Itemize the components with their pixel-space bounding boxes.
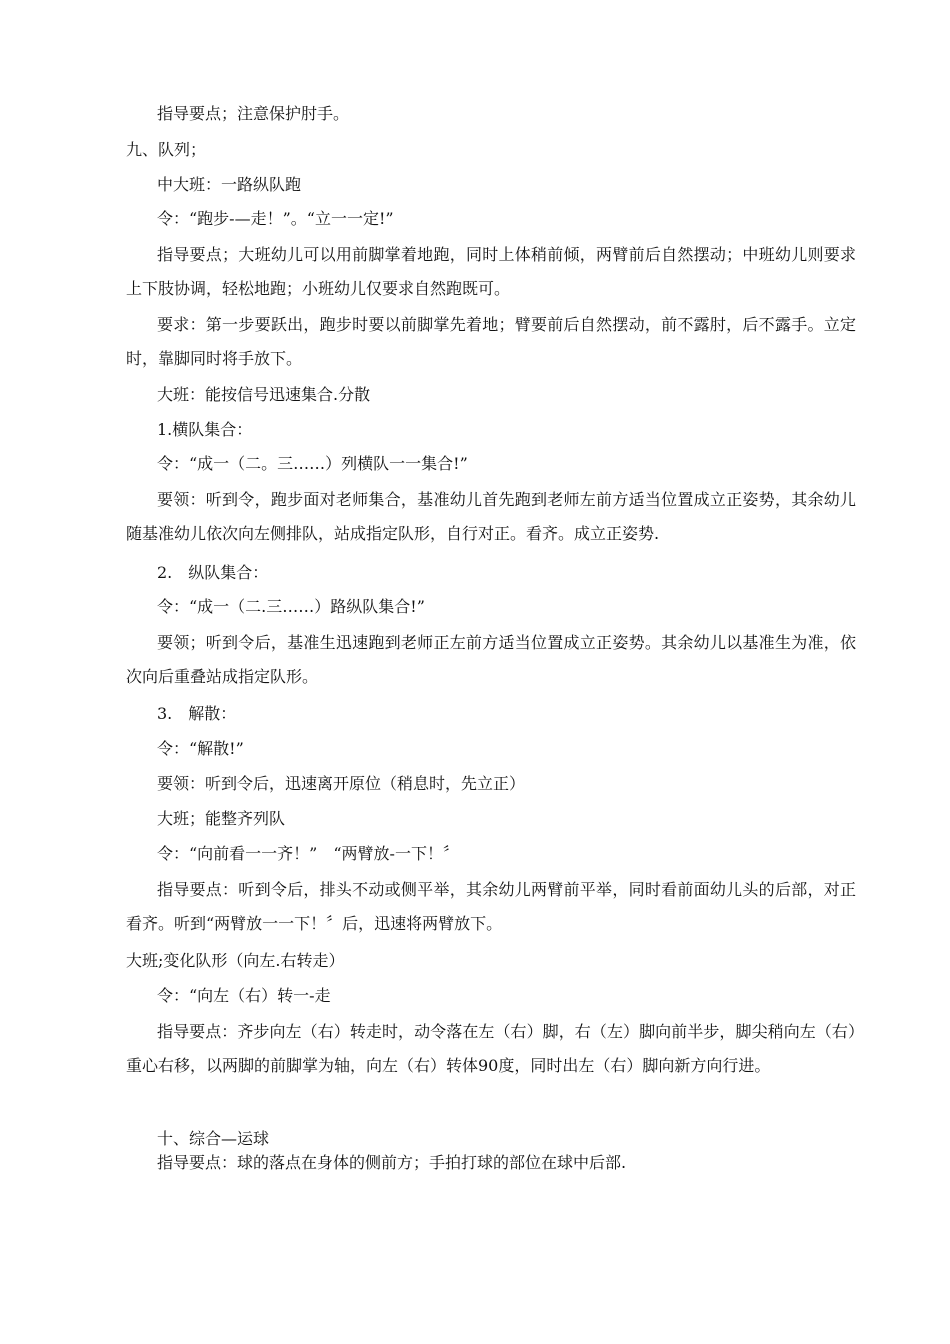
line-large-class-align: 大班；能整齐列队 [157,809,286,828]
line-command-rank: 令：“成一（二。三……）列横队一一集合!” [157,454,468,473]
line-command-dismiss: 令：“解散!” [157,739,244,758]
paragraph-text: 指导要点；大班幼儿可以用前脚掌着地跑，同时上体稍前倾，两臂前后自然摆动；中班幼儿则要求上下肢协调，轻松地跑；小班幼儿仅要求自然跑既可。 [126,245,856,298]
section-heading-formation: 九、队列； [126,140,207,159]
paragraph-requirements [126,308,856,376]
paragraph-text: 要领；听到令后，基准生迅速跑到老师正左前方适当位置成立正姿势。其余幼儿以基准生为准，依次向后重叠站成指定队形。 [126,633,856,686]
paragraph-guidance-run [126,238,856,306]
section-heading-dribble: 十、综合—运球 [157,1129,270,1148]
line-large-class-signal: 大班：能按信号迅速集合.分散 [157,385,371,404]
line-guidance-elbow: 指导要点；注意保护肘手。 [157,104,350,123]
paragraph-text: 指导要点：听到令后，排头不动或侧平举，其余幼儿两臂前平举，同时看前面幼儿头的后部，对正看齐。听到“两臂放一一下！〞后，迅速将两臂放下。 [126,880,856,933]
paragraph-rank-essentials [126,483,856,551]
line-dismiss-essentials: 要领：听到令后，迅速离开原位（稍息时，先立正） [157,774,526,793]
line-command-turn: 令：“向左（右）转一-走 [157,986,331,1005]
line-item-rank-assembly: 1.横队集合： [157,420,253,439]
paragraph-align-guidance [126,873,856,941]
paragraph-text: 指导要点：齐步向左（右）转走时，动令落在左（右）脚，右（左）脚向前半步，脚尖稍向左（右）重心右移，以两脚的前脚掌为轴，向左（右）转体90度，同时出左（右）脚向新方向行进。 [126,1022,856,1075]
paragraph-text: 要求：第一步要跃出，跑步时要以前脚掌先着地；臂要前后自然摆动，前不露肘，后不露手。立定时，靠脚同时将手放下。 [126,315,856,368]
line-large-class-turn: 大班;变化队形（向左.右转走） [126,951,345,970]
line-command-align: 令：“向前看一一齐！” “两臂放-一下！〞 [157,844,459,863]
paragraph-text: 要领：听到令，跑步面对老师集合，基准幼儿首先跑到老师左前方适当位置成立正姿势，其余幼儿随基准幼儿依次向左侧排队，站成指定队形，自行对正。看齐。成立正姿势. [126,490,856,543]
line-command-column: 令：“成一（二.三……）路纵队集合!” [157,597,425,616]
paragraph-column-essentials [126,626,856,694]
line-command-run: 令：“跑步-—走！”。“立一一定!” [157,209,394,228]
paragraph-turn-guidance [126,1015,856,1083]
line-dribble-guidance: 指导要点：球的落点在身体的侧前方；手拍打球的部位在球中后部. [157,1153,627,1172]
line-item-column-assembly: 2. 纵队集合： [157,563,269,582]
line-item-dismiss: 3. 解散： [157,704,237,723]
line-middle-large-class: 中大班：一路纵队跑 [157,175,302,194]
